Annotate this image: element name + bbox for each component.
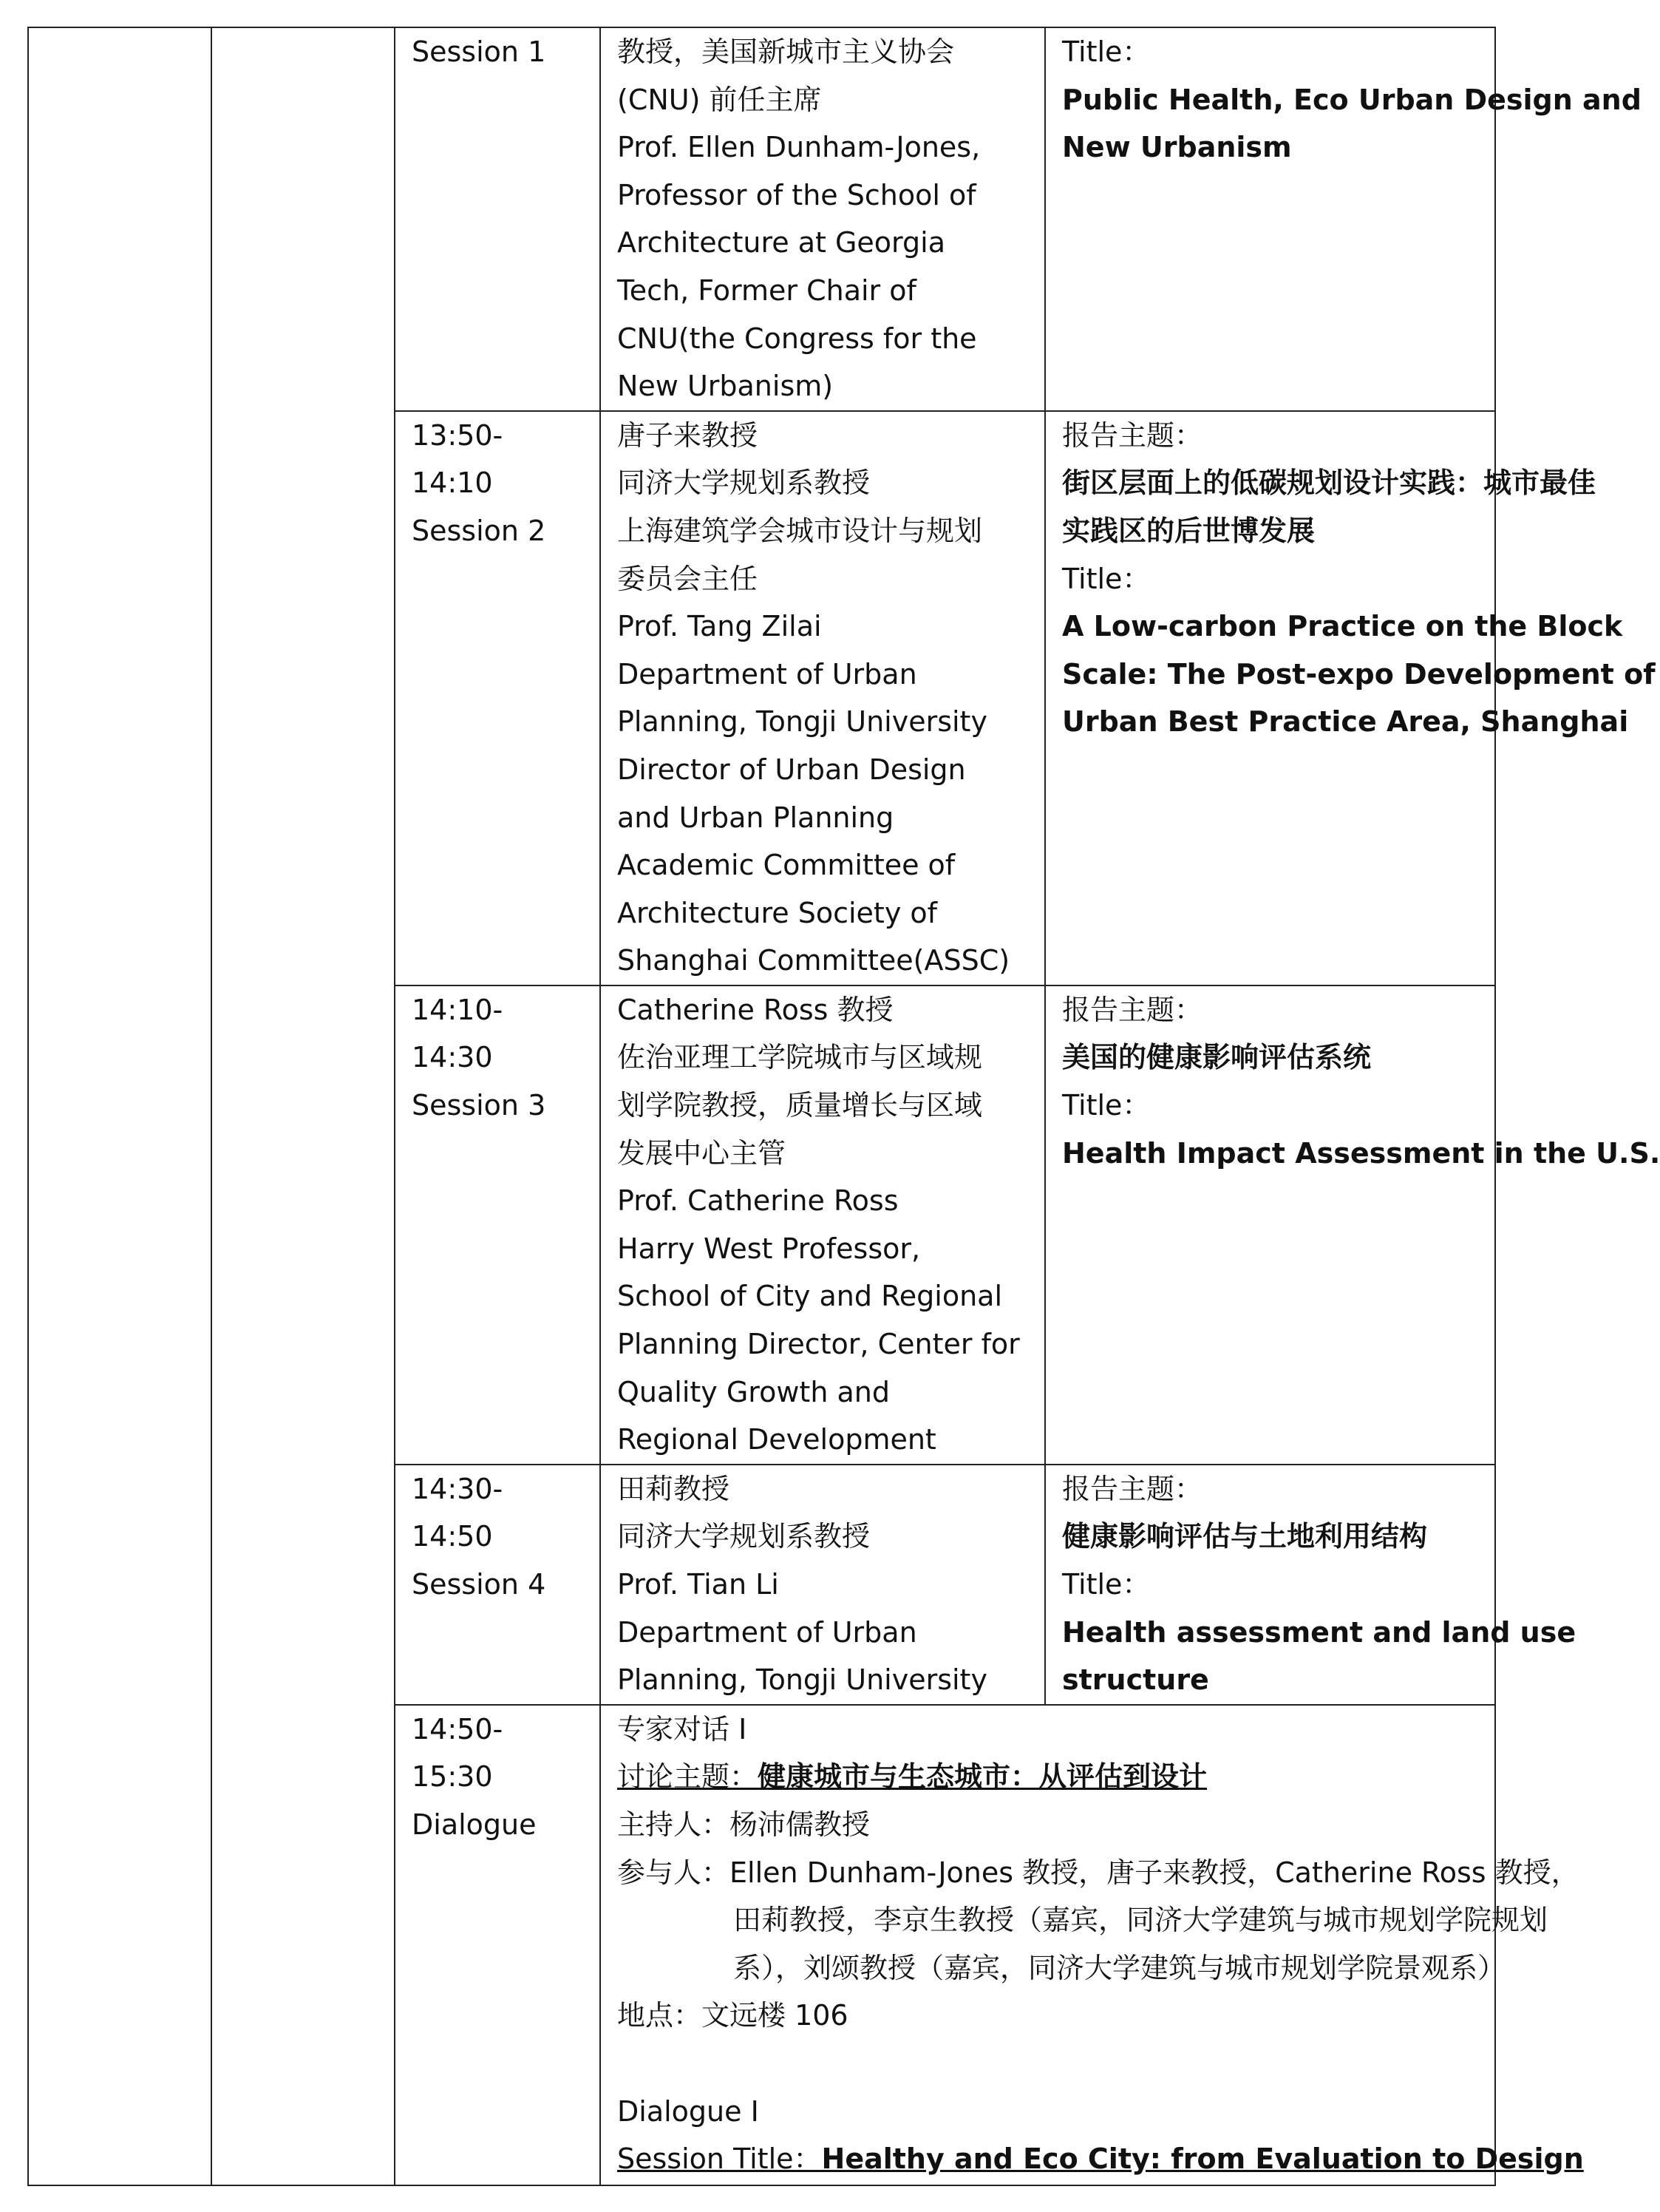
time-line: 14:10-: [412, 993, 503, 1026]
time-cell: [395, 985, 600, 1465]
topic-cell: [1045, 985, 1660, 1465]
dialogue-topic-cn: [617, 1753, 1481, 1801]
time-line: Session 2: [412, 514, 546, 547]
dialogue-cell: [600, 1705, 1584, 2185]
topic-cell: [1045, 27, 1642, 411]
title-en-line: New Urbanism: [1062, 131, 1292, 164]
topic-cell: [1045, 411, 1656, 985]
speaker-line: Department of Urban: [617, 657, 917, 691]
time-cell: [395, 27, 600, 411]
participants-line: Ellen Dunham-Jones 教授，唐子来教授，Catherine Ross 教授，: [729, 1856, 1579, 1889]
speaker-line: School of City and Regional: [617, 1280, 1002, 1313]
time-line: 15:30: [412, 1760, 493, 1794]
blank-line: [617, 2040, 1481, 2088]
time-line: Session 4: [412, 1568, 546, 1601]
speaker-line: 唐子来教授: [617, 418, 758, 452]
speaker-line: Tech, Former Chair of: [617, 274, 916, 307]
speaker-line: New Urbanism): [617, 370, 834, 403]
title-en-line: Urban Best Practice Area, Shanghai: [1062, 705, 1629, 739]
title-label: Title：: [1062, 1568, 1151, 1601]
cn-title-line: 实践区的后世博发展: [1062, 514, 1316, 547]
time-cell: [395, 1705, 600, 2185]
speaker-line: Planning, Tongji University: [617, 1663, 987, 1697]
title-en-line: Health Impact Assessment in the U.S.: [1062, 1136, 1660, 1170]
speaker-line: (CNU) 前任主席: [617, 83, 822, 116]
speaker-line: 同济大学规划系教授: [617, 467, 871, 500]
speaker-line: Department of Urban: [617, 1615, 917, 1649]
cn-title-line: 健康影响评估与土地利用结构: [1062, 1520, 1428, 1553]
cn-topic-label: 报告主题：: [1062, 418, 1203, 452]
blank-column-1: [28, 27, 211, 2185]
cn-topic-label: 报告主题：: [1062, 993, 1203, 1026]
session-title-text: Healthy and Eco City: from Evaluation to Design: [821, 2143, 1584, 2176]
speaker-line: Director of Urban Design: [617, 753, 966, 786]
time-line: 14:30: [412, 1041, 493, 1074]
time-line: 14:50: [412, 1520, 493, 1553]
speaker-cell: [600, 1465, 1045, 1705]
time-cell: [395, 411, 600, 985]
speaker-line: 同济大学规划系教授: [617, 1520, 871, 1553]
speaker-line: Regional Development: [617, 1423, 936, 1456]
speaker-line: Prof. Tang Zilai: [617, 610, 822, 643]
speaker-line: Architecture Society of: [617, 896, 938, 929]
speaker-cell: [600, 985, 1045, 1465]
time-cell: [395, 1465, 600, 1705]
speaker-line: 教授，美国新城市主义协会: [617, 35, 955, 68]
title-label: Title：: [1062, 562, 1151, 595]
title-en-line: Health assessment and land use: [1062, 1615, 1576, 1649]
time-line: Session 3: [412, 1089, 546, 1122]
title-en-line: A Low-carbon Practice on the Block: [1062, 610, 1623, 643]
title-en-line: Public Health, Eco Urban Design and: [1062, 83, 1642, 116]
speaker-line: Professor of the School of: [617, 178, 976, 211]
dialogue-topic-title: 健康城市与生态城市：从评估到设计: [758, 1760, 1208, 1794]
time-line: Session 1: [412, 35, 546, 68]
participants-label: 参与人：: [617, 1856, 730, 1889]
topic-cell: [1045, 1465, 1576, 1705]
cn-title-line: 美国的健康影响评估系统: [1062, 1041, 1372, 1074]
dialogue-heading-en: Dialogue I: [617, 2094, 759, 2128]
speaker-line: 佐治亚理工学院城市与区域规: [617, 1041, 983, 1074]
time-line: Dialogue: [412, 1808, 537, 1841]
speaker-line: Quality Growth and: [617, 1375, 890, 1408]
participants-line: 田莉教授，李京生教授（嘉宾，同济大学建筑与城市规划学院规划: [733, 1904, 1548, 1937]
dialogue-topic-label: 讨论主题：: [617, 1760, 758, 1794]
participants-line: 系），刘颂教授（嘉宾，同济大学建筑与城市规划学院景观系）: [733, 1951, 1506, 1984]
dialogue-heading-cn: 专家对话 I: [617, 1712, 747, 1745]
title-label: Title：: [1062, 1089, 1151, 1122]
speaker-line: Harry West Professor,: [617, 1232, 921, 1265]
blank-column-2: [211, 27, 395, 2185]
speaker-line: Catherine Ross 教授: [617, 993, 894, 1026]
dialogue-participants-first: [617, 1849, 1579, 1897]
speaker-line: Prof. Tian Li: [617, 1568, 779, 1601]
dialogue-location: 地点：文远楼 106: [617, 1999, 848, 2032]
time-line: 14:10: [412, 467, 493, 500]
speaker-line: Academic Committee of: [617, 849, 956, 882]
speaker-cell: [600, 411, 1045, 985]
speaker-line: 上海建筑学会城市设计与规划: [617, 514, 983, 547]
speaker-line: Prof. Ellen Dunham-Jones,: [617, 131, 981, 164]
speaker-line: 划学院教授，质量增长与区域: [617, 1089, 983, 1122]
time-line: 14:50-: [412, 1712, 503, 1745]
dialogue-host: 主持人：杨沛儒教授: [617, 1808, 871, 1841]
speaker-line: Planning, Tongji University: [617, 705, 987, 739]
time-line: 13:50-: [412, 418, 503, 452]
time-line: 14:30-: [412, 1472, 503, 1505]
schedule-table: [27, 27, 1660, 2186]
cn-title-line: 街区层面上的低碳规划设计实践：城市最佳: [1062, 467, 1596, 500]
speaker-line: Planning Director, Center for: [617, 1328, 1020, 1361]
speaker-line: Shanghai Committee(ASSC): [617, 944, 1010, 977]
session-title-label: Session Title：: [617, 2143, 822, 2176]
title-label: Title：: [1062, 35, 1151, 68]
speaker-cell: [600, 27, 1045, 411]
speaker-line: 发展中心主管: [617, 1136, 786, 1170]
table-row: [28, 27, 1495, 411]
speaker-line: 委员会主任: [617, 562, 758, 595]
title-en-line: structure: [1062, 1663, 1209, 1697]
title-en-line: Scale: The Post-expo Development of: [1062, 657, 1656, 691]
cn-topic-label: 报告主题：: [1062, 1472, 1203, 1505]
speaker-line: CNU(the Congress for the: [617, 322, 977, 355]
speaker-line: Prof. Catherine Ross: [617, 1184, 899, 1218]
dialogue-session-title: [617, 2135, 1584, 2183]
speaker-line: Architecture at Georgia: [617, 226, 945, 259]
speaker-line: and Urban Planning: [617, 801, 894, 834]
speaker-line: 田莉教授: [617, 1472, 730, 1505]
